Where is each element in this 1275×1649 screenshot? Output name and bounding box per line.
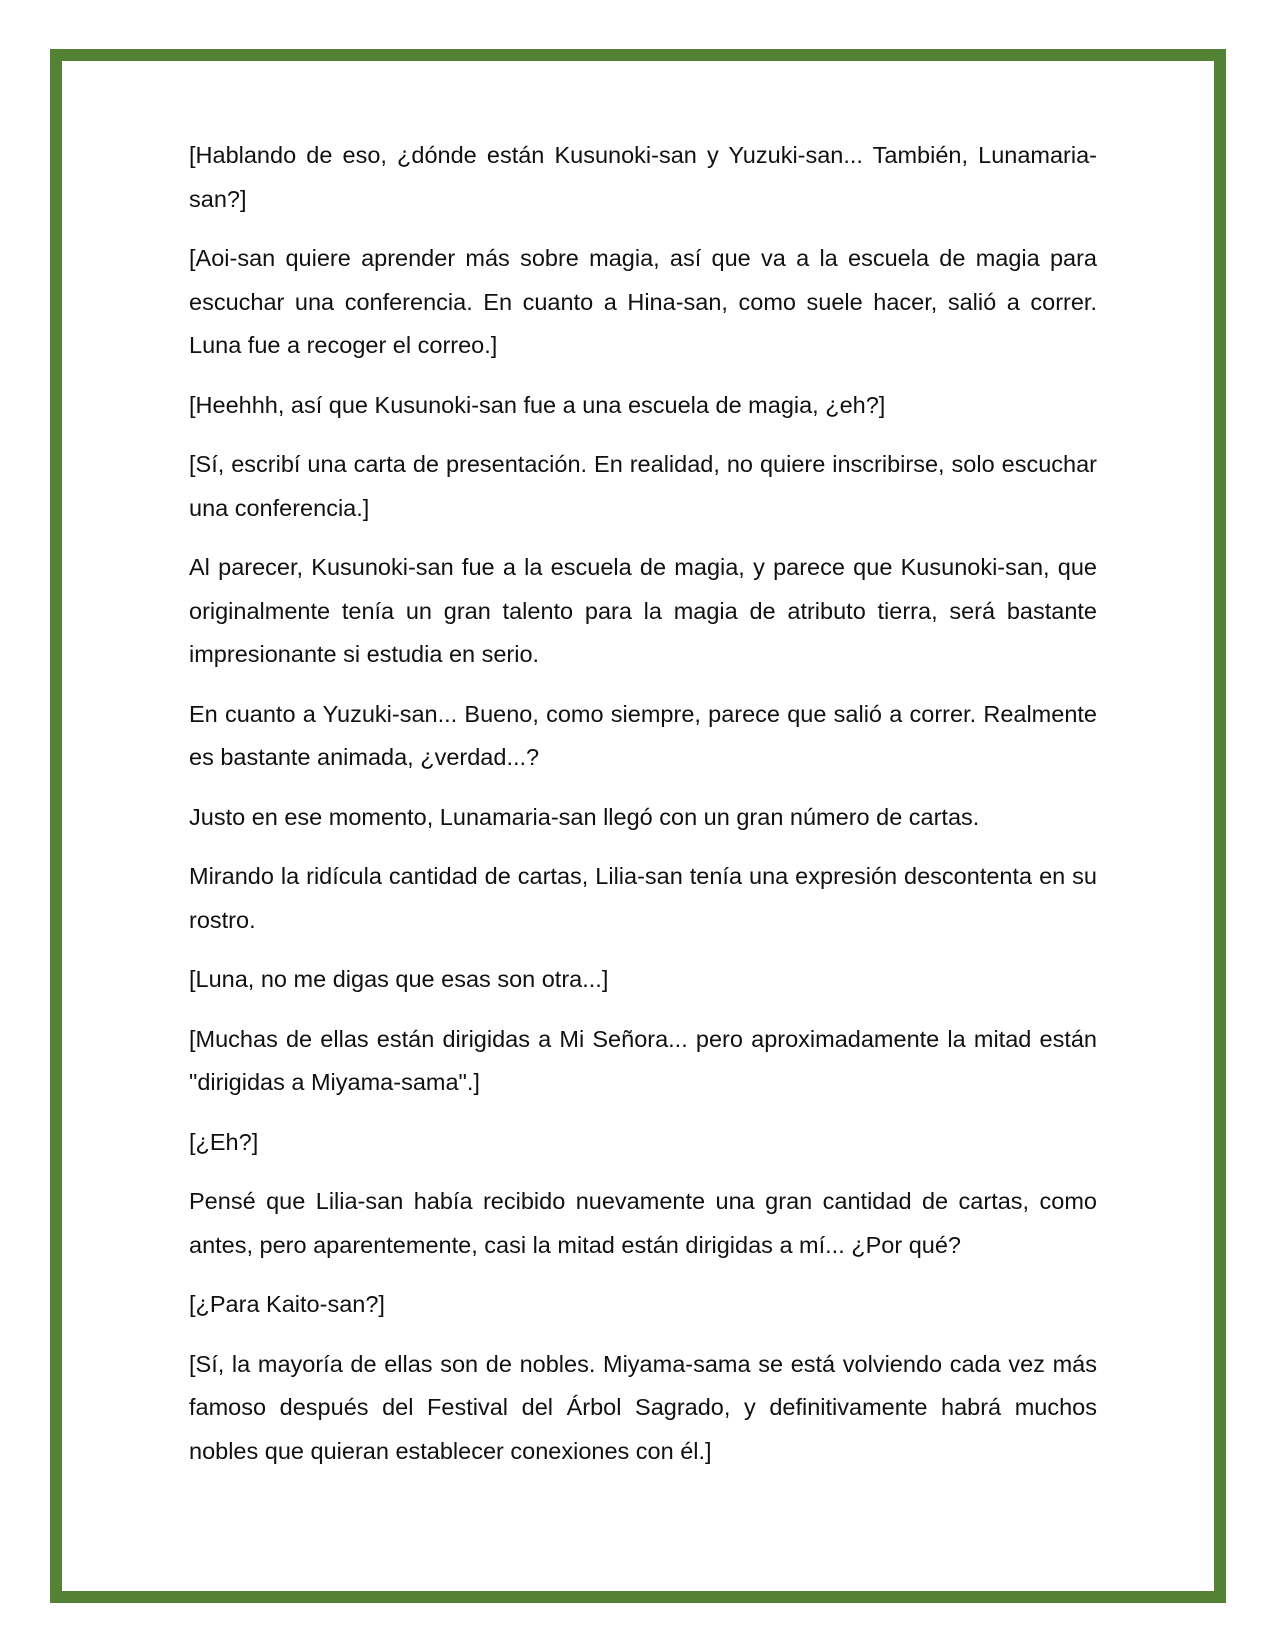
paragraph-14: [Sí, la mayoría de ellas son de nobles. Miyama-sama se está volviendo cada vez más famoso después del Festival del Árbol Sagrado, y definitivamente habrá muchos nobles que quieran establecer conexiones con él.]	[189, 1350, 1097, 1464]
page-frame	[50, 49, 1226, 1603]
paragraph-12: Pensé que Lilia-san había recibido nuevamente una gran cantidad de cartas, como antes, pero aparentemente, casi la mitad están dirigidas a mí... ¿Por qué?	[189, 1188, 1097, 1258]
paragraph-13: [¿Para Kaito-san?]	[189, 1291, 385, 1317]
paragraph-10: [Muchas de ellas están dirigidas a Mi Señora... pero aproximadamente la mitad están "dirigidas a Miyama-sama".]	[189, 1025, 1097, 1095]
paragraph-3: [Heehhh, así que Kusunoki-san fue a una escuela de magia, ¿eh?]	[189, 391, 886, 418]
paragraph-1: [Hablando de eso, ¿dónde están Kusunoki-san y Yuzuki-san... También, Lunamaria-san?]	[189, 142, 1097, 212]
paragraph-7: Justo en ese momento, Lunamaria-san llegó con un gran número de cartas.	[189, 803, 980, 830]
paragraph-5: Al parecer, Kusunoki-san fue a la escuela de magia, y parece que Kusunoki-san, que originalmente tenía un gran talento para la magia de atributo tierra, será bastante impresionante si estudia en serio.	[189, 554, 1097, 667]
paragraph-9: [Luna, no me digas que esas son otra...]	[189, 966, 609, 992]
paragraph-4: [Sí, escribí una carta de presentación. En realidad, no quiere inscribirse, solo escuchar una conferencia.]	[189, 451, 1097, 521]
paragraph-8: Mirando la ridícula cantidad de cartas, Lilia-san tenía una expresión descontenta en su rostro.	[189, 863, 1097, 933]
paragraph-11: [¿Eh?]	[189, 1128, 259, 1155]
paragraph-2: [Aoi-san quiere aprender más sobre magia, así que va a la escuela de magia para escuchar una conferencia. En cuanto a Hina-san, como suele hacer, salió a correr. Luna fue a recoger el correo.]	[189, 245, 1097, 358]
page-body	[189, 134, 1097, 1489]
paragraph-6: En cuanto a Yuzuki-san... Bueno, como siempre, parece que salió a correr. Realmente es bastante animada, ¿verdad...?	[189, 700, 1097, 770]
